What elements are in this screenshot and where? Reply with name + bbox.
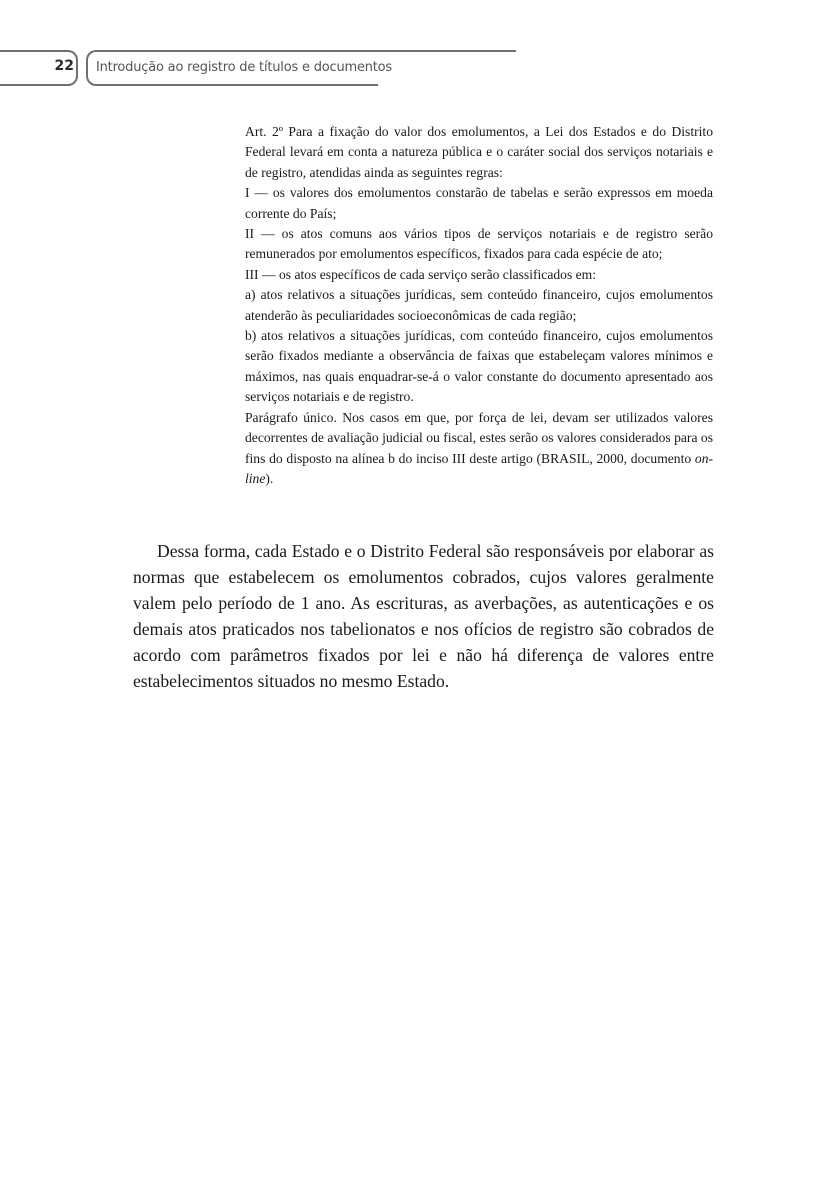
quote-item-ii: II — os atos comuns aos vários tipos de serviços notariais e de registro serão remunerados por emolumentos específicos, fixados para cada espécie de ato;: [245, 226, 713, 262]
citation-end: ).: [265, 470, 274, 486]
quote-item-iii: III — os atos específicos de cada serviço serão classificados em:: [245, 266, 597, 282]
body-paragraph-text: Dessa forma, cada Estado e o Distrito Federal são responsáveis por elaborar as normas que estabelecem os emolumentos cobrados, cujos valores geralmente valem pelo período de 1 ano. As escrituras, as averbações, as autenticações e os demais atos praticados nos tabelionatos e nos ofícios de registro são cobrados de acordo com parâmetros fixados por lei e não há diferença de valores entre estabelecimentos situados no mesmo Estado.: [133, 541, 714, 691]
body-paragraph: [133, 538, 714, 694]
quote-item-i: I — os valores dos emolumentos constarão de tabelas e serão expressos em moeda corrente do País;: [245, 185, 713, 221]
law-quotation: [245, 122, 713, 489]
quote-paragraph-text: Parágrafo único. Nos casos em que, por força de lei, devam ser utilizados valores decorrentes de avaliação judicial ou fiscal, estes serão os valores considerados para os fins do disposto na alínea b do inciso III deste artigo: [245, 409, 713, 466]
page-number: 22: [54, 58, 74, 74]
citation-start: (BRASIL, 2000, documento: [536, 450, 695, 466]
quote-item-a: a) atos relativos a situações jurídicas, sem conteúdo financeiro, cujos emolumentos atenderão às peculiaridades socioeconômicas de cada região;: [245, 287, 713, 323]
quote-paragraph-unico: [245, 408, 713, 490]
quote-article: Art. 2º Para a fixação do valor dos emolumentos, a Lei dos Estados e do Distrito Federal levará em conta a natureza pública e o caráter social dos serviços notariais e de registro, atendidas ainda as seguintes regras:: [245, 124, 713, 180]
quote-item-b: b) atos relativos a situações jurídicas, com conteúdo financeiro, cujos emolumentos serão fixados mediante a observância de faixas que estabeleçam valores mínimos e máximos, nas quais enquadrar-se-á o valor constante do documento apresentado aos serviços notariais e de registro.: [245, 328, 713, 405]
citation-italic: on-line: [245, 450, 714, 486]
running-header-title: Introdução ao registro de títulos e documentos: [96, 60, 393, 75]
